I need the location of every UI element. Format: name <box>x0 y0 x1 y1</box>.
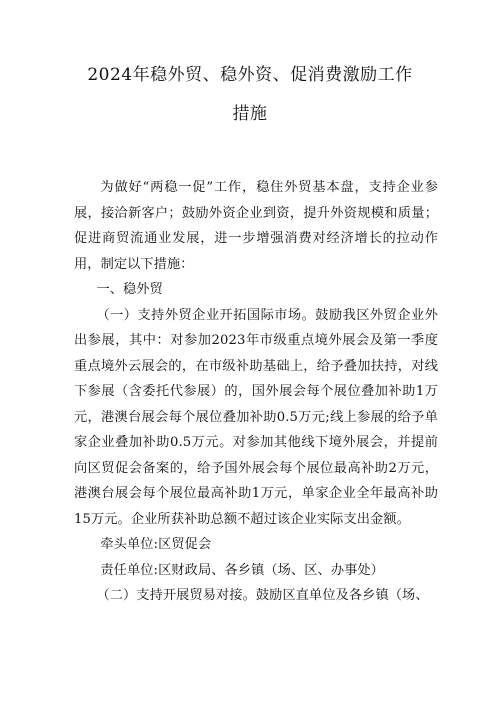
lead-unit-line: 牵头单位:区贸促会 <box>100 537 212 552</box>
intro-paragraph: 为做好“两稳一促”工作，稳住外贸基本盘，支持企业参展，接洽新客户；鼓励外资企业到资，提升外资规模和质量；促进商贸流通业发展，进一步增强消费对经济增长的拉动作用，制定以下措施： <box>74 180 438 272</box>
document-title-line-2: 措施 <box>232 104 268 124</box>
document-body <box>74 175 438 609</box>
measure-1-paragraph: （一）支持外贸企业开拓国际市场。鼓励我区外贸企业外出参展，其中：对参加2023年市级重点境外展会及第一季度重点境外云展会的，在市级补助基础上，给予叠加扶持，对线下参展（含委托代参展）的，国外展会每个展位叠加补助1万元，港澳台展会每个展位叠加补助0.5万元;线上参展的给予单家企业叠加补助0.5万元。对参加其他线下境外展会，并提前向区贸促会备案的，给予国外展会每个展位最高补助2万元，港澳台展会每个展位最高补助1万元，单家企业全年最高补助15万元。企业所获补助总额不超过该企业实际支出金额。 <box>74 307 438 527</box>
document-title-line-1: 2024年稳外贸、稳外资、促消费激励工作 <box>87 65 413 85</box>
responsible-unit-line: 责任单位:区财政局、各乡镇（场、区、办事处） <box>100 562 384 578</box>
measure-2-paragraph: （二）支持开展贸易对接。鼓励区直单位及各乡镇（场、 <box>96 588 429 603</box>
section-heading-stabilize-trade: 一、稳外贸 <box>96 282 163 297</box>
